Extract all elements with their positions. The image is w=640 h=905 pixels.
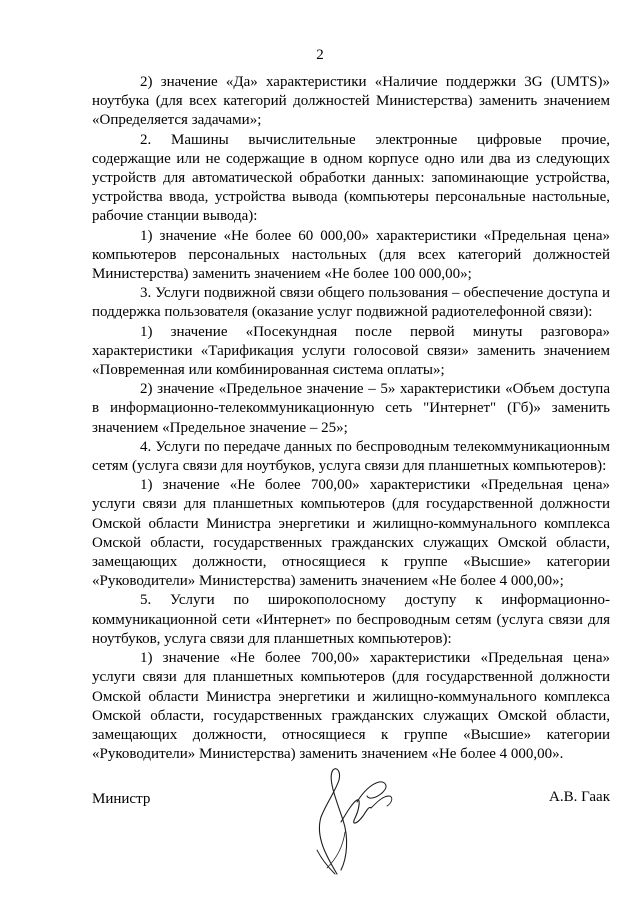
document-body [92,73,610,764]
page-number: 2 [316,47,324,63]
paragraph-item-2-2-3g: 2) значение «Да» характеристики «Наличие поддержки 3G (UMTS)» ноутбука (для всех категорий должностей Министерства) заменить значением «Определяется задачами»; [92,74,610,129]
paragraph-section-3-mobile-services: 3. Услуги подвижной связи общего пользования – обеспечение доступа и поддержка пользователя (оказание услуг подвижной радиотелефонной связи): [92,285,610,321]
paragraph-item-2-1-price: 1) значение «Не более 60 000,00» характеристики «Предельная цена» компьютеров персональных настольных (для всех категорий должностей Министерства) заменить значением «Не более 100 000,00»; [92,227,610,283]
signatory-name: А.В. Гаак [549,789,610,805]
paragraph-item-3-2-internet-volume: 2) значение «Предельное значение – 5» характеристики «Объем доступа в информационно-телекоммуникационную сеть "Интернет" (Гб)» заменить значением «Предельное значение – 25»; [92,381,610,436]
paragraph-section-2-computers: 2. Машины вычислительные электронные цифровые прочие, содержащие или не содержащие в одном корпусе одно или два из следующих устройств для автоматической обработки данных: запоминающие устройства, устройства ввода, устройства вывода (компьютеры персональные настольные, рабочие станции вывода): [92,131,610,225]
handwritten-signature [297,762,407,882]
paragraph-section-5-broadband: 5. Услуги по широкополосному доступу к информационно-коммуникационной сети «Интернет» по беспроводным сетям (услуга связи для ноутбуков, услуга связи для планшетных компьютеров): [92,592,610,647]
signatory-title: Министр [92,791,151,807]
paragraph-section-4-wireless-data: 4. Услуги по передаче данных по беспроводным телекоммуникационным сетям (услуга связи для ноутбуков, услуга связи для планшетных компьютеров): [92,438,610,475]
paragraph-item-3-1-tariff: 1) значение «Посекундная после первой минуты разговора» характеристики «Тарификация услуги голосовой связи» заменить значением «Повременная или комбинированная система оплаты»; [92,323,610,379]
signature-block [92,790,610,900]
paragraph-item-4-1-price: 1) значение «Не более 700,00» характеристики «Предельная цена» услуги связи для планшетных компьютеров (для государственной должности Омской области Министра энергетики и жилищно-коммунального комплекса Омской области, государственных гражданских служащих Омской области, замещающих должности, относящиеся к группе «Высшие» категории «Руководители» Министерства) заменить значением «Не более 4 000,00»; [92,477,610,590]
paragraph-item-5-1-price: 1) значение «Не более 700,00» характеристики «Предельная цена» услуги связи для планшетных компьютеров (для государственной должности Омской области Министра энергетики и жилищно-коммунального комплекса Омской области, государственных гражданских служащих Омской области, замещающих должности, относящиеся к группе «Высшие» категории «Руководители» Министерства) заменить значением «Не более 4 000,00». [92,650,610,763]
